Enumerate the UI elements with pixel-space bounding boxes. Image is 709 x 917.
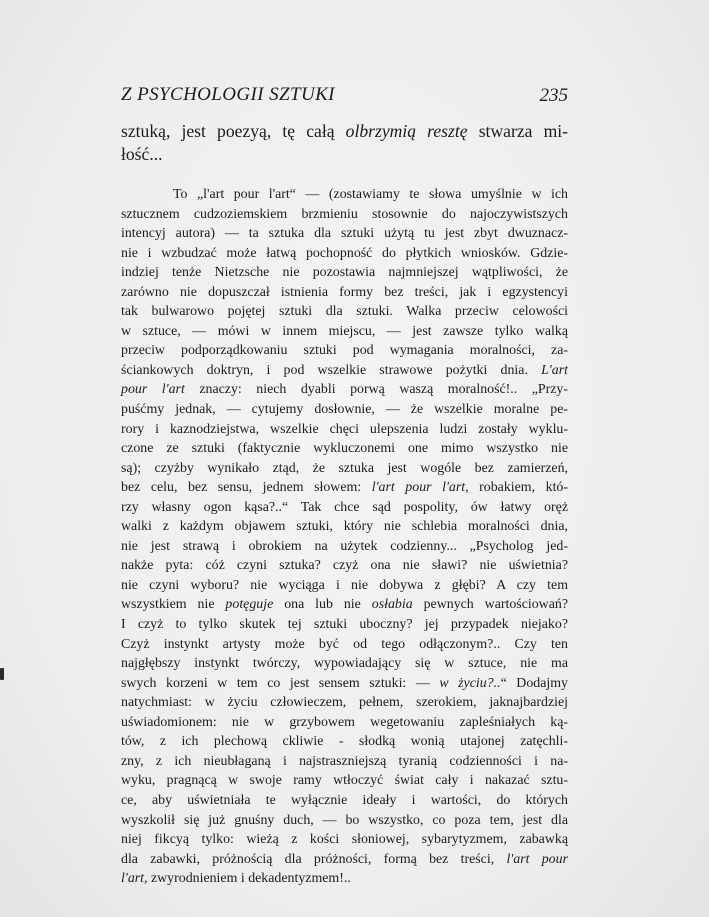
text-run: zny, z ich nieubłaganą i najstraszniejszą tyranią codzienności i na- (121, 753, 568, 769)
body-line (121, 302, 568, 322)
text-run: ona lub nie (273, 597, 372, 613)
body-line (121, 537, 568, 557)
text-run: przeciw podporządkowaniu sztuki pod wymagania moralności, za- (121, 343, 568, 359)
text-run: rory i kaznodziejstwa, wszelkie chęci ulepszenia ludzi zostały wyklu- (121, 421, 568, 437)
text-run: wyszkolił się już gnuśny duch, — bo wszystko, co poza tem, jest dla (121, 812, 568, 828)
body-line (121, 283, 568, 303)
text-run: nie i wzbudzać może łatwą pochopność do płytkich wniosków. Gdzie- (121, 245, 568, 261)
body-line (121, 752, 568, 772)
body-line (121, 556, 568, 576)
text-run: intencyj autora) — ta sztuka dla sztuki użytą tu jest zbyt dwuznacz- (121, 226, 568, 242)
text-run: uświadomionem: nie w grzybowem wegetowaniu zapleśniałych ką- (121, 714, 568, 730)
text-run: łość... (121, 144, 163, 164)
text-run: bez celu, bez sensu, jednem słowem: (121, 480, 372, 496)
text-run: I czyż to tylko skutek tej sztuki uboczny? jej przypadek niejako? (121, 617, 568, 633)
page-number: 235 (539, 85, 568, 106)
body-line (121, 322, 568, 342)
body-line (121, 576, 568, 596)
text-run: To „l'art pour l'art“ — (zostawiamy te słowa umyślnie w ich (173, 187, 568, 202)
body-line (121, 732, 568, 752)
body-line (121, 244, 568, 264)
body-line (121, 771, 568, 791)
italic-run: potęguje (225, 597, 274, 613)
body-line (121, 420, 568, 440)
text-run: sztuką, jest poezyą, tę całą (121, 121, 346, 141)
body-line (121, 498, 568, 518)
text-run: tak bulwarowo pojętej sztuki dla sztuki. Walka przeciw celowości (121, 304, 568, 320)
text-run: walki z każdym objawem sztuki, który nie schlebia moralności dnia, (121, 519, 568, 535)
body-line (121, 205, 568, 225)
page-header (121, 84, 568, 110)
body-line (121, 263, 568, 283)
text-run: ce, aby uświetniała te wyłącznie ideały i wartości, do których (121, 792, 568, 808)
italic-run: l'art, (121, 871, 148, 887)
italic-run: osłabia (371, 597, 413, 613)
text-run: najgłębszy instynkt twórczy, wypowiadający się w sztuce, nie ma (121, 656, 568, 672)
lead-line (121, 120, 568, 143)
text-run: czone ze sztuki (faktycznie wykluczonemi one mimo wszystko nie (121, 441, 568, 457)
body-line (121, 791, 568, 811)
text-run: zwyrodnieniem i dekadentyzmem!.. (147, 871, 351, 887)
margin-mark (0, 668, 4, 680)
text-run: rzy własny ogon kąsa?..“ Tak chce sąd pospolity, ów łatwy oręż (121, 499, 568, 515)
italic-run: L'art (541, 362, 568, 378)
text-run: wszystkiem nie (121, 597, 226, 613)
text-run: dla zabawki, próżnością dla próżności, formą bez treści, (121, 851, 507, 867)
text-run: zarówno nie dopuszczał istnienia formy bez treści, jak i egzystencyi (121, 284, 568, 300)
body-line (121, 224, 568, 244)
body-line (121, 654, 568, 674)
italic-run: l'art pour (506, 851, 568, 867)
text-run: indziej tenże Nietzsche nie pozostawia najmniejszej wątpliwości, że (121, 265, 568, 281)
body-line (121, 341, 568, 361)
body-line (121, 713, 568, 733)
body-line (121, 478, 568, 498)
body-line (121, 830, 568, 850)
lead-paragraph (121, 120, 568, 166)
text-run: niej fikcyą tylko: wieżą z kości słoniowej, sybarytyzmem, zabawką (121, 832, 568, 848)
body-line (121, 850, 568, 870)
body-line (121, 361, 568, 381)
body-line (121, 693, 568, 713)
text-run: stwarza mi- (467, 121, 568, 141)
text-run: nie jest strawą i obrokiem na użytek codzienny... „Psycholog jed- (121, 538, 568, 554)
body-line (121, 185, 568, 205)
italic-run: l'art pour l'art, (371, 480, 469, 496)
text-run: “ Dodajmy (500, 675, 569, 691)
lead-line (121, 143, 568, 166)
text-run: swych korzeni w tem co jest sensem sztuki: — (121, 675, 440, 691)
italic-run: w życiu?.. (439, 675, 501, 691)
text-run: ściankowych doktryn, i pod wszelkie strawowe pożytki dnia. (121, 362, 542, 378)
text-run: robakiem, któ- (468, 480, 568, 496)
quotation-paragraph (121, 185, 568, 889)
body-line (121, 439, 568, 459)
text-run: wyku, pragnącą w swoje ramy wtłoczyć świat cały i nakazać sztu- (121, 773, 568, 789)
italic-run: olbrzymią resztę (345, 121, 468, 141)
text-run: natychmiast: w życiu człowieczem, pełnem, szerokiem, jaknajbardziej (121, 695, 568, 711)
body-line (121, 635, 568, 655)
body-line (121, 674, 568, 694)
body-line (121, 380, 568, 400)
text-run: tów, z ich plechową ckliwie - słodką wonią utajonej zatęchli- (121, 734, 568, 750)
text-run: Czyż instynkt artysty może być od tego odłączonym?.. Czy ten (121, 636, 568, 652)
body-line (121, 459, 568, 479)
body-line (121, 869, 568, 889)
text-run: sztucznem cudzoziemskiem brzmieniu stosownie do najoczywistszych (121, 206, 568, 222)
text-run: nakże pyta: cóż czyni sztuka? czyż ona nie sławi? nie uświetnia? (121, 558, 568, 574)
body-line (121, 615, 568, 635)
text-run: w sztuce, — mówi w innem miejscu, — jest zawsze tylko walką (121, 323, 568, 339)
body-line (121, 517, 568, 537)
text-run: znaczy: niech dyabli porwą waszą moralność!.. „Przy- (184, 382, 568, 398)
body-line (121, 400, 568, 420)
body-line (121, 595, 568, 615)
body-line (121, 811, 568, 831)
text-run: są); czyżby wynikało ztąd, że sztuka jest wogóle bez zamierzeń, (121, 460, 568, 476)
text-run: puśćmy jednak, — cytujemy dosłownie, — że wszelkie moralne pe- (121, 402, 568, 418)
text-run: pewnych wartościowań? (412, 597, 568, 613)
running-head: Z PSYCHOLOGII SZTUKI (121, 84, 335, 105)
italic-run: pour l'art (121, 382, 185, 398)
text-run: nie czyni wyboru? nie wyciąga i nie dobywa z głębi? A czy tem (121, 577, 568, 593)
